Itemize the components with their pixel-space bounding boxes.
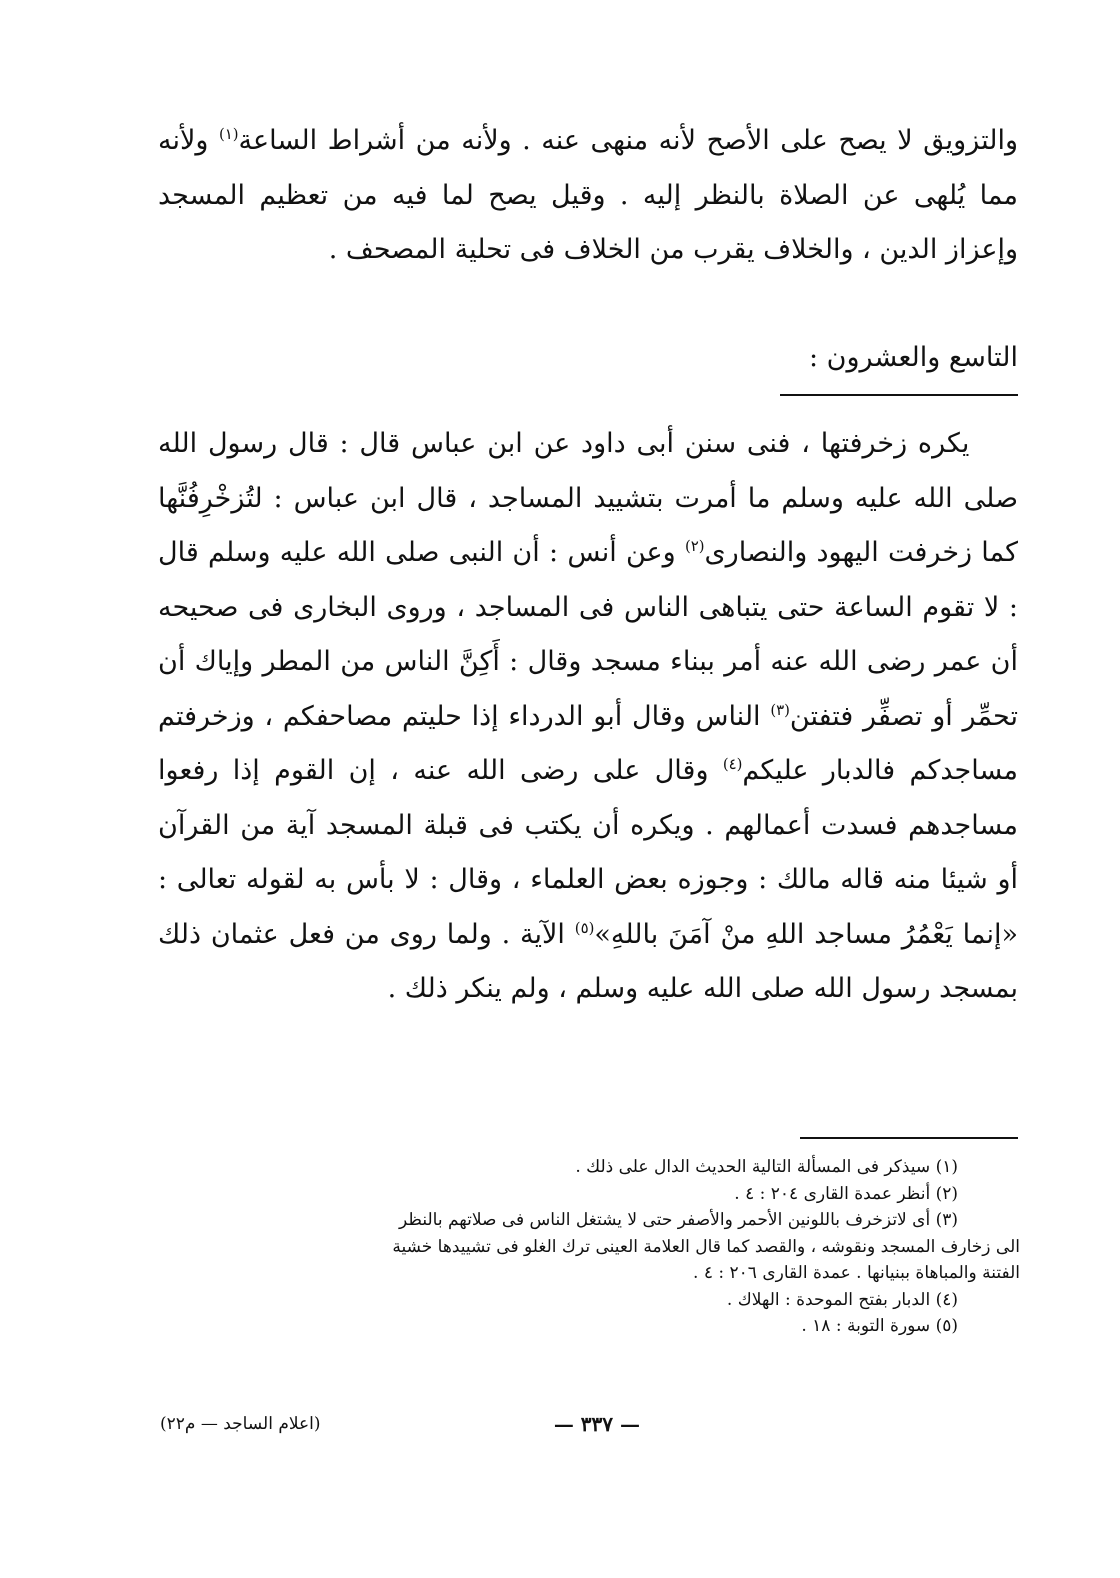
footnotes — [175, 1154, 1020, 1340]
heading-underline — [780, 394, 1018, 396]
section-paragraph — [158, 417, 1018, 1017]
section-text-3: الناس وقال أبو الدرداء إذا حليتم مصاحفكم ، وزخرفتم مساجدكم فالدبار عليكم — [158, 700, 1018, 786]
footnote-3-line-3: الفتنة والمباهاة ببنيانها . عمدة القارى ٢٠٦ : ٤ . — [693, 1263, 1020, 1283]
section-text-5: الآية . ولما روى من فعل عثمان ذلك بمسجد رسول الله صلى الله عليه وسلم ، ولم ينكر ذلك . — [158, 918, 1018, 1004]
footnote-divider — [800, 1137, 1018, 1139]
footnote-ref-5[interactable]: (٥) — [574, 918, 595, 937]
section-heading: التاسع والعشرون : — [809, 342, 1018, 373]
footnote-5: (٥) سورة التوبة : ١٨ . — [801, 1316, 958, 1336]
section-text-1: يكره زخرفتها ، فنى سنن أبى داود عن ابن عباس قال : قال رسول الله صلى الله عليه وسلم ما أمرت بتشييد المساجد ، قال ابن عباس : لتُزخْرِفُنَّها كما زخرفت اليهود والنصارى — [158, 428, 1018, 568]
page-footer — [160, 1412, 640, 1442]
footnote-ref-3[interactable]: (٣) — [770, 700, 790, 719]
section-text-4: وقال على رضى الله عنه ، إن القوم إذا رفعوا مساجدهم فسدت أعمالهم . ويكره أن يكتب فى قبلة المسجد آية من القرآن أو شيئا منه قاله مالك : وجوزه بعض العلماء ، وقال : لا بأس به لقوله تعالى : «إنما يَعْمُرُ مساجد اللهِ منْ آمَنَ باللهِ» — [158, 755, 1018, 950]
intro-text-continued: ولأنه مما يُلهى عن الصلاة بالنظر إليه . وقيل يصح لما فيه من تعظيم المسجد وإعزاز الدين ، والخلاف يقرب من الخلاف فى تحلية المصحف . — [158, 125, 1018, 265]
footnote-2: (٢) أنظر عمدة القارى ٢٠٤ : ٤ . — [734, 1183, 958, 1204]
intro-text: والتزويق لا يصح على الأصح لأنه منهى عنه . ولأنه من أشراط الساعة — [238, 125, 1019, 156]
running-title: (اعلام الساجد — م٢٢) — [160, 1414, 321, 1434]
section-text-2: وعن أنس : أن النبى صلى الله عليه وسلم قال : لا تقوم الساعة حتى يتباهى الناس فى المساجد ، وروى البخارى فى صحيحه أن عمر رضى الله عنه أمر ببناء مسجد وقال : أَكِنَّ الناس من المطر وإياك أن تحمِّر أو تصفِّر فتفتن — [158, 537, 1019, 732]
footnote-ref-2[interactable]: (٢) — [684, 537, 705, 555]
intro-paragraph — [158, 114, 1018, 278]
footnote-4: (٤) الدبار بفتح الموحدة : الهلاك . — [726, 1289, 958, 1310]
footnote-ref-1[interactable]: (١) — [218, 125, 239, 143]
footnote-ref-4[interactable]: (٤) — [722, 755, 743, 773]
page-number: — ٣٣٧ — — [553, 1412, 640, 1436]
footnote-3-line-2: الى زخارف المسجد ونقوشه ، والقصد كما قال العلامة العينى ترك الغلو فى تشييدها خشية — [392, 1236, 1020, 1257]
footnote-1: (١) سيذكر فى المسألة التالية الحديث الدال على ذلك . — [575, 1157, 958, 1177]
footnote-3: (٣) أى لاتزخرف باللونين الأحمر والأصفر حتى لا يشتغل الناس فى صلاتهم بالنظر — [399, 1210, 958, 1230]
